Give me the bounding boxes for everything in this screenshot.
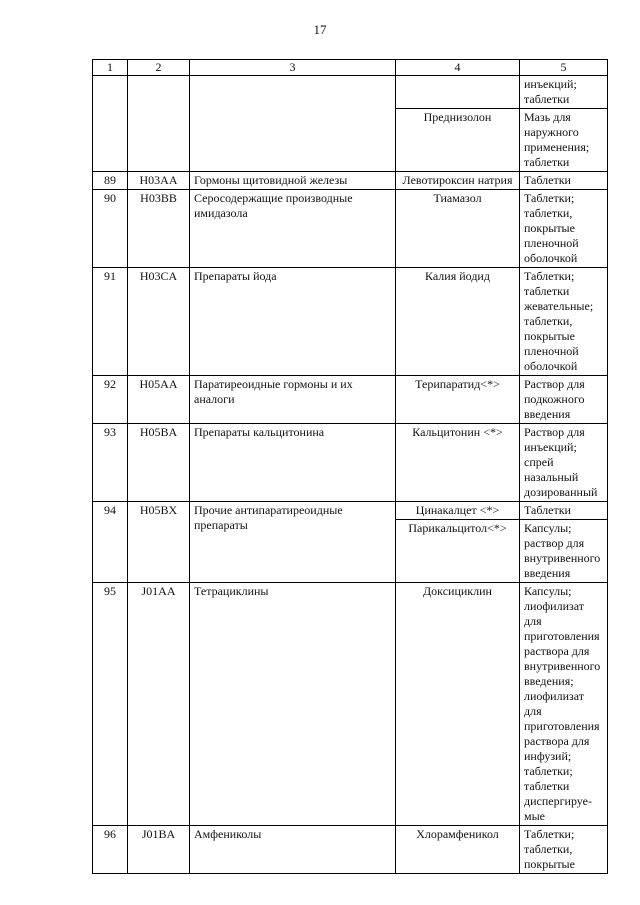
atc-code: H05BA — [128, 424, 190, 502]
group-name: Гормоны щитовидной железы — [190, 172, 396, 190]
table-row — [93, 502, 608, 520]
table-row — [93, 268, 608, 376]
atc-code: J01AA — [128, 583, 190, 826]
header-row — [93, 60, 608, 76]
table-row — [93, 583, 608, 826]
dosage-form: Таблетки; таблетки, покрытые — [520, 826, 608, 874]
group-name: Тетрациклины — [190, 583, 396, 826]
drug-name: Цинакалцет <*> — [396, 502, 520, 520]
dosage-form: Таблетки — [520, 172, 608, 190]
dosage-form: инъекций; таблетки — [520, 76, 608, 109]
atc-code: H03CA — [128, 268, 190, 376]
row-number: 90 — [93, 190, 128, 268]
row-number — [93, 76, 128, 172]
drug-name — [396, 76, 520, 109]
dosage-form: Капсулы; раствор для внутривенного введения — [520, 520, 608, 583]
atc-code — [128, 76, 190, 172]
dosage-form: Раствор для подкожного введения — [520, 376, 608, 424]
drug-name: Хлорамфеникол — [396, 826, 520, 874]
group-name: Препараты йода — [190, 268, 396, 376]
row-number: 91 — [93, 268, 128, 376]
table-row — [93, 190, 608, 268]
table-row — [93, 376, 608, 424]
dosage-form: Таблетки — [520, 502, 608, 520]
atc-code: H03AA — [128, 172, 190, 190]
drug-name: Тиамазол — [396, 190, 520, 268]
dosage-form: Таблетки; таблетки, покрытые пленочной оболочкой — [520, 190, 608, 268]
table-row — [93, 826, 608, 874]
group-name: Прочие антипаратиреоидные препараты — [190, 502, 396, 583]
header-cell: 5 — [520, 60, 608, 76]
drug-name: Парикальцитол<*> — [396, 520, 520, 583]
dosage-form: Капсулы; лиофилизат для приготовления раствора для внутривенного введения; лиофилизат для приготовления раствора для инфузий; таблетки; таблетки диспергируе- мые — [520, 583, 608, 826]
drug-table — [92, 59, 608, 874]
row-number: 92 — [93, 376, 128, 424]
drug-name: Кальцитонин <*> — [396, 424, 520, 502]
group-name — [190, 76, 396, 172]
table-row — [93, 172, 608, 190]
atc-code: J01BA — [128, 826, 190, 874]
row-number: 94 — [93, 502, 128, 583]
atc-code: H05AA — [128, 376, 190, 424]
table-row — [93, 76, 608, 109]
row-number: 96 — [93, 826, 128, 874]
drug-name: Преднизолон — [396, 109, 520, 172]
drug-name: Доксициклин — [396, 583, 520, 826]
group-name: Препараты кальцитонина — [190, 424, 396, 502]
header-cell: 1 — [93, 60, 128, 76]
table-row — [93, 424, 608, 502]
atc-code: H03BB — [128, 190, 190, 268]
dosage-form: Раствор для инъекций; спрей назальный дозированный — [520, 424, 608, 502]
header-cell: 2 — [128, 60, 190, 76]
dosage-form: Мазь для наружного применения; таблетки — [520, 109, 608, 172]
drug-name: Калия йодид — [396, 268, 520, 376]
group-name: Амфениколы — [190, 826, 396, 874]
group-name: Серосодержащие производные имидазола — [190, 190, 396, 268]
group-name: Паратиреоидные гормоны и их аналоги — [190, 376, 396, 424]
row-number: 89 — [93, 172, 128, 190]
row-number: 93 — [93, 424, 128, 502]
header-cell: 3 — [190, 60, 396, 76]
atc-code: H05BX — [128, 502, 190, 583]
drug-name: Левотироксин натрия — [396, 172, 520, 190]
dosage-form: Таблетки; таблетки жевательные; таблетки, покрытые пленочной оболочкой — [520, 268, 608, 376]
row-number: 95 — [93, 583, 128, 826]
page-number: 17 — [313, 22, 327, 37]
drug-name: Терипаратид<*> — [396, 376, 520, 424]
header-cell: 4 — [396, 60, 520, 76]
